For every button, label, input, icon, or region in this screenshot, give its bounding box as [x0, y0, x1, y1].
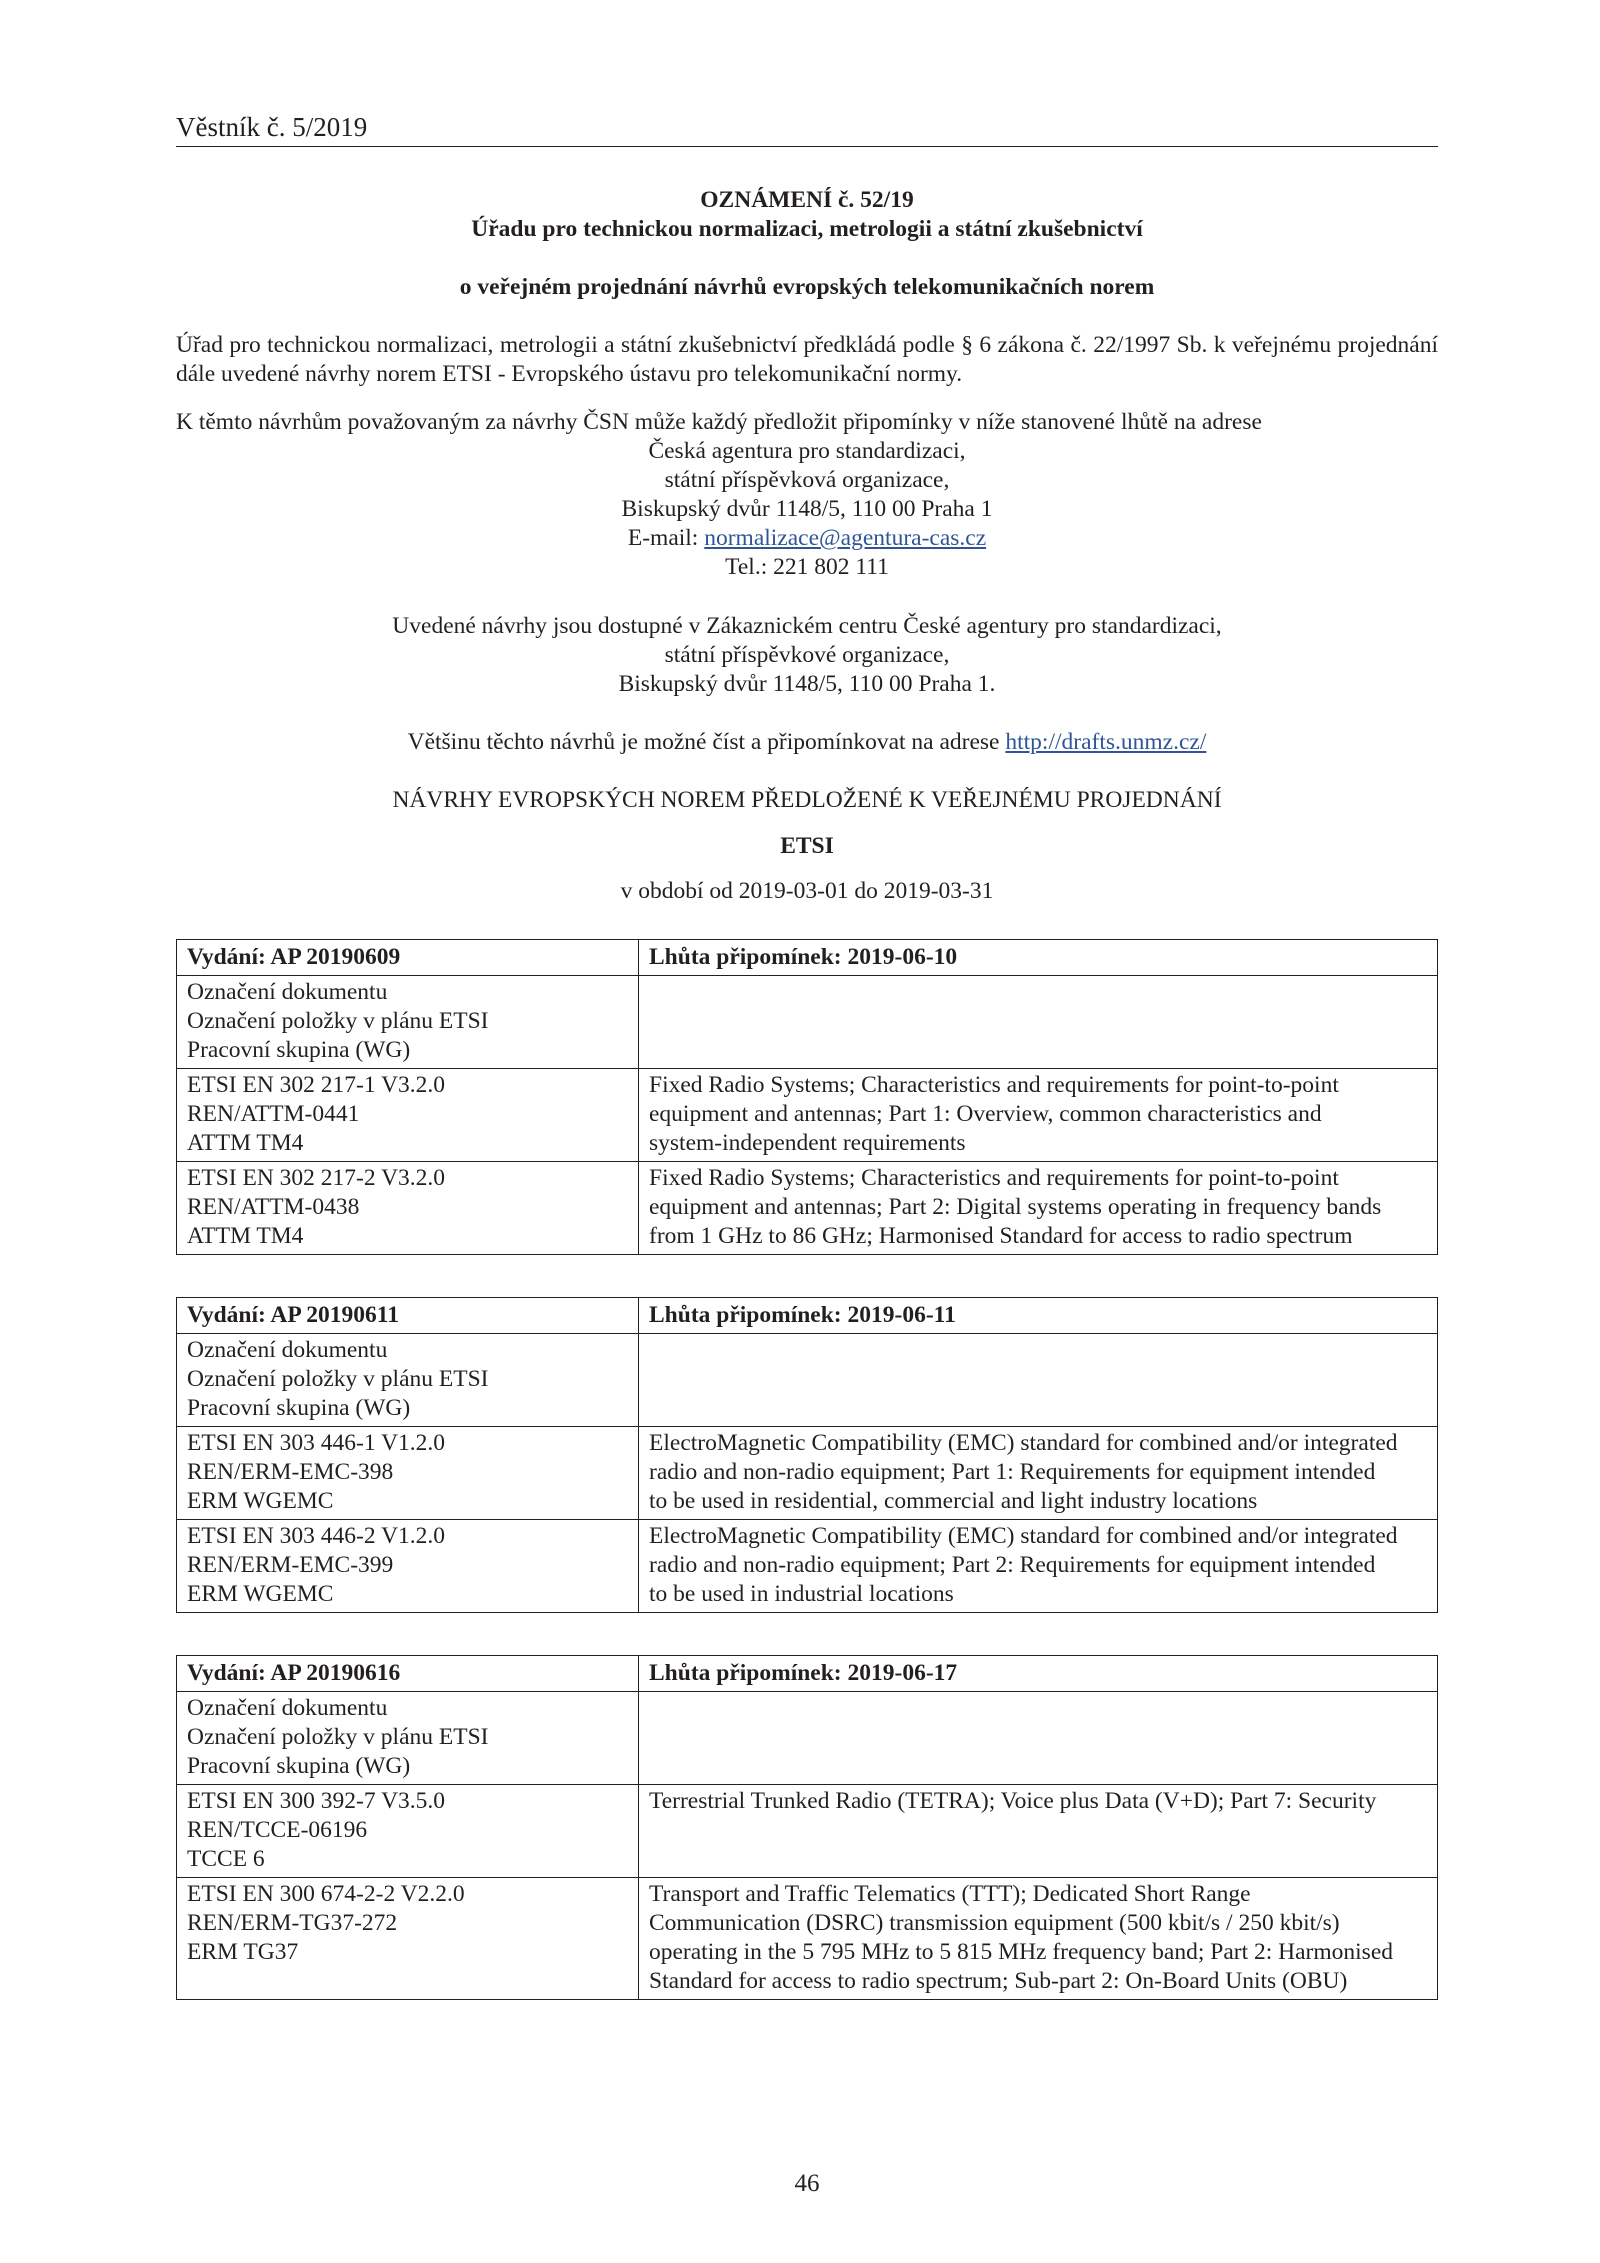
title-line: Communication (DSRC) transmission equipment (500 kbit/s / 250 kbit/s): [649, 1910, 1340, 1936]
announcement-authority: Úřadu pro technickou normalizaci, metrologii a státní zkušebnictví: [471, 216, 1143, 242]
title-line: to be used in residential, commercial and light industry locations: [649, 1488, 1258, 1514]
title-line: radio and non-radio equipment; Part 2: Requirements for equipment intended: [649, 1552, 1376, 1578]
issue-cell: Vydání: AP 20190611: [177, 1298, 639, 1334]
document-id-cell: [177, 1162, 639, 1255]
legend-doc-label: Označení dokumentu: [187, 1337, 388, 1363]
online-text: Většinu těchto návrhů je možné číst a připomínkovat na adrese: [407, 729, 1006, 755]
standards-table-3: [176, 1655, 1438, 2000]
legend-doc-label: Označení dokumentu: [187, 979, 388, 1005]
title-line: Standard for access to radio spectrum; Sub-part 2: On-Board Units (OBU): [649, 1968, 1348, 1994]
address-line-1: Česká agentura pro standardizaci,: [648, 438, 966, 464]
legend-item-label: Označení položky v plánu ETSI: [187, 1366, 489, 1392]
issue-cell: Vydání: AP 20190616: [177, 1656, 639, 1692]
work-item: REN/ATTM-0441: [187, 1101, 360, 1127]
work-item: REN/ERM-TG37-272: [187, 1910, 398, 1936]
deadline-cell: Lhůta připomínek: 2019-06-17: [639, 1656, 1438, 1692]
working-group: ERM TG37: [187, 1939, 299, 1965]
title-line: Transport and Traffic Telematics (TTT); Dedicated Short Range: [649, 1881, 1251, 1907]
period-line: v období od 2019-03-01 do 2019-03-31: [620, 878, 994, 904]
document-id-cell: [177, 1878, 639, 2000]
legend-wg-label: Pracovní skupina (WG): [187, 1395, 411, 1421]
table-row: [177, 1878, 1438, 2000]
legend-row: [177, 976, 1438, 1069]
title-line: Fixed Radio Systems; Characteristics and requirements for point-to-point: [649, 1072, 1339, 1098]
document-number: ETSI EN 302 217-1 V3.2.0: [187, 1072, 446, 1098]
table-row: [177, 1069, 1438, 1162]
title-line: operating in the 5 795 MHz to 5 815 MHz frequency band; Part 2: Harmonised: [649, 1939, 1394, 1965]
legend-cell: [177, 976, 639, 1069]
address-line-3: Biskupský dvůr 1148/5, 110 00 Praha 1: [621, 496, 993, 522]
work-item: REN/ERM-EMC-399: [187, 1552, 394, 1578]
legend-item-label: Označení položky v plánu ETSI: [187, 1008, 489, 1034]
document-number: ETSI EN 300 674-2-2 V2.2.0: [187, 1881, 465, 1907]
announcement-title: OZNÁMENÍ č. 52/19: [700, 187, 914, 213]
legend-doc-label: Označení dokumentu: [187, 1695, 388, 1721]
drafts-link[interactable]: http://drafts.unmz.cz/: [1005, 729, 1207, 755]
table-row: [177, 1520, 1438, 1613]
availability-line-2: státní příspěvkové organizace,: [664, 642, 950, 668]
issue-cell: Vydání: AP 20190609: [177, 940, 639, 976]
availability-line-1: Uvedené návrhy jsou dostupné v Zákaznickém centru České agentury pro standardizaci,: [392, 613, 1222, 639]
title-line: radio and non-radio equipment; Part 1: Requirements for equipment intended: [649, 1459, 1376, 1485]
title-line: from 1 GHz to 86 GHz; Harmonised Standard for access to radio spectrum: [649, 1223, 1353, 1249]
working-group: ATTM TM4: [187, 1223, 304, 1249]
table-row: [177, 1162, 1438, 1255]
document-number: ETSI EN 303 446-1 V1.2.0: [187, 1430, 446, 1456]
online-line: [176, 728, 1438, 757]
legend-cell: [177, 1692, 639, 1785]
legend-empty-cell: [639, 1692, 1438, 1785]
availability-line-3: Biskupský dvůr 1148/5, 110 00 Praha 1.: [618, 671, 996, 697]
legend-wg-label: Pracovní skupina (WG): [187, 1037, 411, 1063]
page-number: 46: [794, 2170, 820, 2197]
legend-cell: [177, 1334, 639, 1427]
email-label: E-mail:: [627, 525, 705, 551]
document-title-cell: [639, 1785, 1438, 1878]
standards-table-1: [176, 939, 1438, 1255]
table-header-row: [177, 1656, 1438, 1692]
document-title-cell: [639, 1427, 1438, 1520]
title-line: ElectroMagnetic Compatibility (EMC) standard for combined and/or integrated: [649, 1523, 1398, 1549]
section-heading: NÁVRHY EVROPSKÝCH NOREM PŘEDLOŽENÉ K VEŘEJNÉMU PROJEDNÁNÍ: [392, 787, 1222, 813]
title-line: to be used in industrial locations: [649, 1581, 954, 1607]
legend-row: [177, 1334, 1438, 1427]
document-number: ETSI EN 300 392-7 V3.5.0: [187, 1788, 446, 1814]
document-title-cell: [639, 1162, 1438, 1255]
legend-item-label: Označení položky v plánu ETSI: [187, 1724, 489, 1750]
document-id-cell: [177, 1427, 639, 1520]
working-group: TCCE 6: [187, 1846, 265, 1872]
organization-heading: ETSI: [780, 833, 834, 859]
document-id-cell: [177, 1069, 639, 1162]
work-item: REN/TCCE-06196: [187, 1817, 368, 1843]
intro-paragraph: Úřad pro technickou normalizaci, metrologii a státní zkušebnictví předkládá podle § 6 zákona č. 22/1997 Sb. k veřejnému projednání dále uvedené návrhy norem ETSI - Evropského ústavu pro telekomunikační normy.: [176, 332, 1438, 387]
address-line-2: státní příspěvková organizace,: [664, 467, 950, 493]
comments-intro: K těmto návrhům považovaným za návrhy ČSN může každý předložit připomínky v níže stanovené lhůtě na adrese: [176, 409, 1262, 435]
title-line: Fixed Radio Systems; Characteristics and requirements for point-to-point: [649, 1165, 1339, 1191]
working-group: ERM WGEMC: [187, 1488, 334, 1514]
legend-empty-cell: [639, 1334, 1438, 1427]
work-item: REN/ATTM-0438: [187, 1194, 360, 1220]
table-row: [177, 1427, 1438, 1520]
announcement-subject: o veřejném projednání návrhů evropských telekomunikačních norem: [459, 274, 1155, 300]
document-id-cell: [177, 1785, 639, 1878]
document-number: ETSI EN 303 446-2 V1.2.0: [187, 1523, 446, 1549]
table-header-row: [177, 1298, 1438, 1334]
email-line: [176, 524, 1438, 553]
running-header: Věstník č. 5/2019: [176, 112, 368, 142]
header-rule: [176, 146, 1438, 147]
document-title-cell: [639, 1069, 1438, 1162]
title-line: equipment and antennas; Part 1: Overview, common characteristics and: [649, 1101, 1322, 1127]
title-line: equipment and antennas; Part 2: Digital systems operating in frequency bands: [649, 1194, 1382, 1220]
deadline-cell: Lhůta připomínek: 2019-06-11: [639, 1298, 1438, 1334]
work-item: REN/ERM-EMC-398: [187, 1459, 394, 1485]
phone-line: Tel.: 221 802 111: [725, 554, 889, 580]
legend-wg-label: Pracovní skupina (WG): [187, 1753, 411, 1779]
title-line: system-independent requirements: [649, 1130, 966, 1156]
email-link[interactable]: normalizace@agentura-cas.cz: [704, 525, 987, 551]
standards-table-2: [176, 1297, 1438, 1613]
document-number: ETSI EN 302 217-2 V3.2.0: [187, 1165, 446, 1191]
working-group: ATTM TM4: [187, 1130, 304, 1156]
legend-empty-cell: [639, 976, 1438, 1069]
deadline-cell: Lhůta připomínek: 2019-06-10: [639, 940, 1438, 976]
table-row: [177, 1785, 1438, 1878]
document-title-cell: [639, 1520, 1438, 1613]
document-title-cell: [639, 1878, 1438, 2000]
document-id-cell: [177, 1520, 639, 1613]
title-line: ElectroMagnetic Compatibility (EMC) standard for combined and/or integrated: [649, 1430, 1398, 1456]
table-header-row: [177, 940, 1438, 976]
working-group: ERM WGEMC: [187, 1581, 334, 1607]
title-line: Terrestrial Trunked Radio (TETRA); Voice plus Data (V+D); Part 7: Security: [649, 1788, 1377, 1814]
legend-row: [177, 1692, 1438, 1785]
